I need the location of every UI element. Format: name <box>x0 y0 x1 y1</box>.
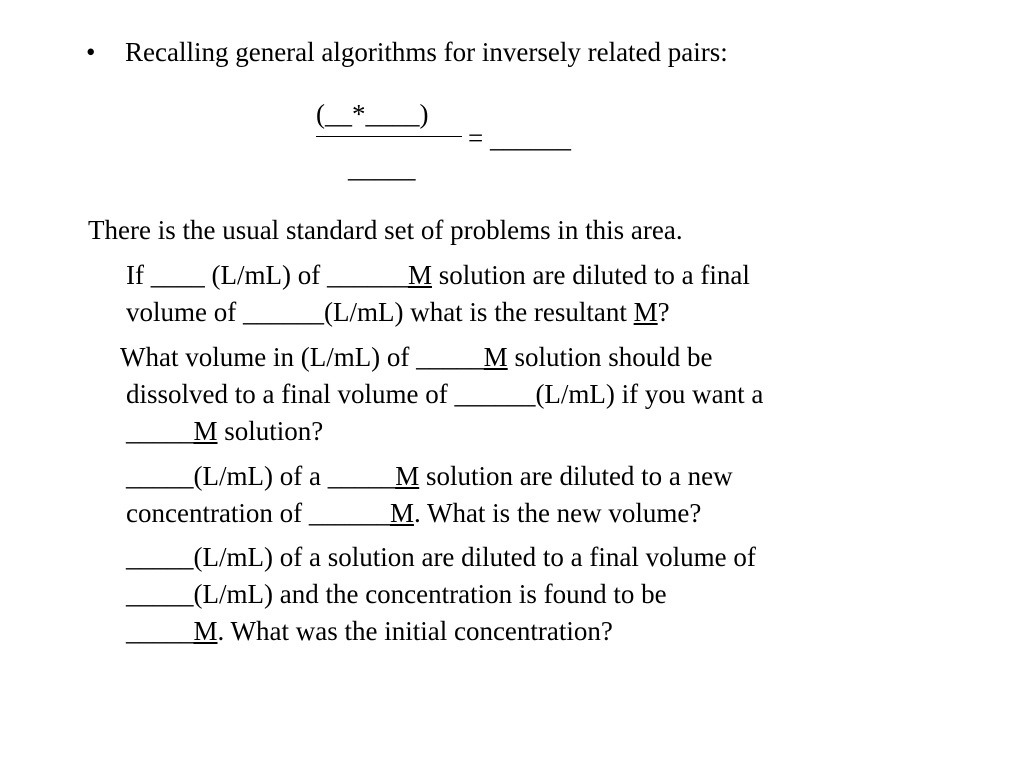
problem-1-line-2: volume of ______(L/mL) what is the resultant M? <box>126 297 670 327</box>
problem-3-line-1: _____(L/mL) of a _____M solution are diluted to a new <box>126 461 733 491</box>
formula <box>312 96 612 186</box>
formula-numerator: (__*____) <box>316 99 429 129</box>
molarity-unit: M <box>193 616 218 646</box>
problem-3-line-2: concentration of ______M. What is the new volume? <box>126 498 702 528</box>
molarity-unit: M <box>483 342 508 372</box>
molarity-unit: M <box>193 416 218 446</box>
problem-4-line-3: _____M. What was the initial concentration? <box>126 616 613 646</box>
formula-denominator: _____ <box>348 153 416 183</box>
problem-2-line-1: What volume in (L/mL) of _____M solution should be <box>120 342 713 372</box>
problem-2-line-2: dissolved to a final volume of ______(L/mL) if you want a <box>126 379 764 409</box>
problem-4-line-2: _____(L/mL) and the concentration is found to be <box>126 579 667 609</box>
formula-rhs: = ______ <box>468 123 571 153</box>
bullet-icon: • <box>86 37 96 67</box>
bullet-text: Recalling general algorithms for inversely related pairs: <box>125 37 728 67</box>
intro-text: There is the usual standard set of problems in this area. <box>88 215 683 245</box>
fraction-bar <box>316 136 462 137</box>
molarity-unit: M <box>389 498 414 528</box>
problem-4-line-1: _____(L/mL) of a solution are diluted to a final volume of <box>126 542 756 572</box>
molarity-unit: M <box>633 297 658 327</box>
problem-1-line-1: If ____ (L/mL) of ______M solution are diluted to a final <box>126 260 750 290</box>
molarity-unit: M <box>407 260 432 290</box>
molarity-unit: M <box>395 461 420 491</box>
problem-2-line-3: _____M solution? <box>126 416 324 446</box>
